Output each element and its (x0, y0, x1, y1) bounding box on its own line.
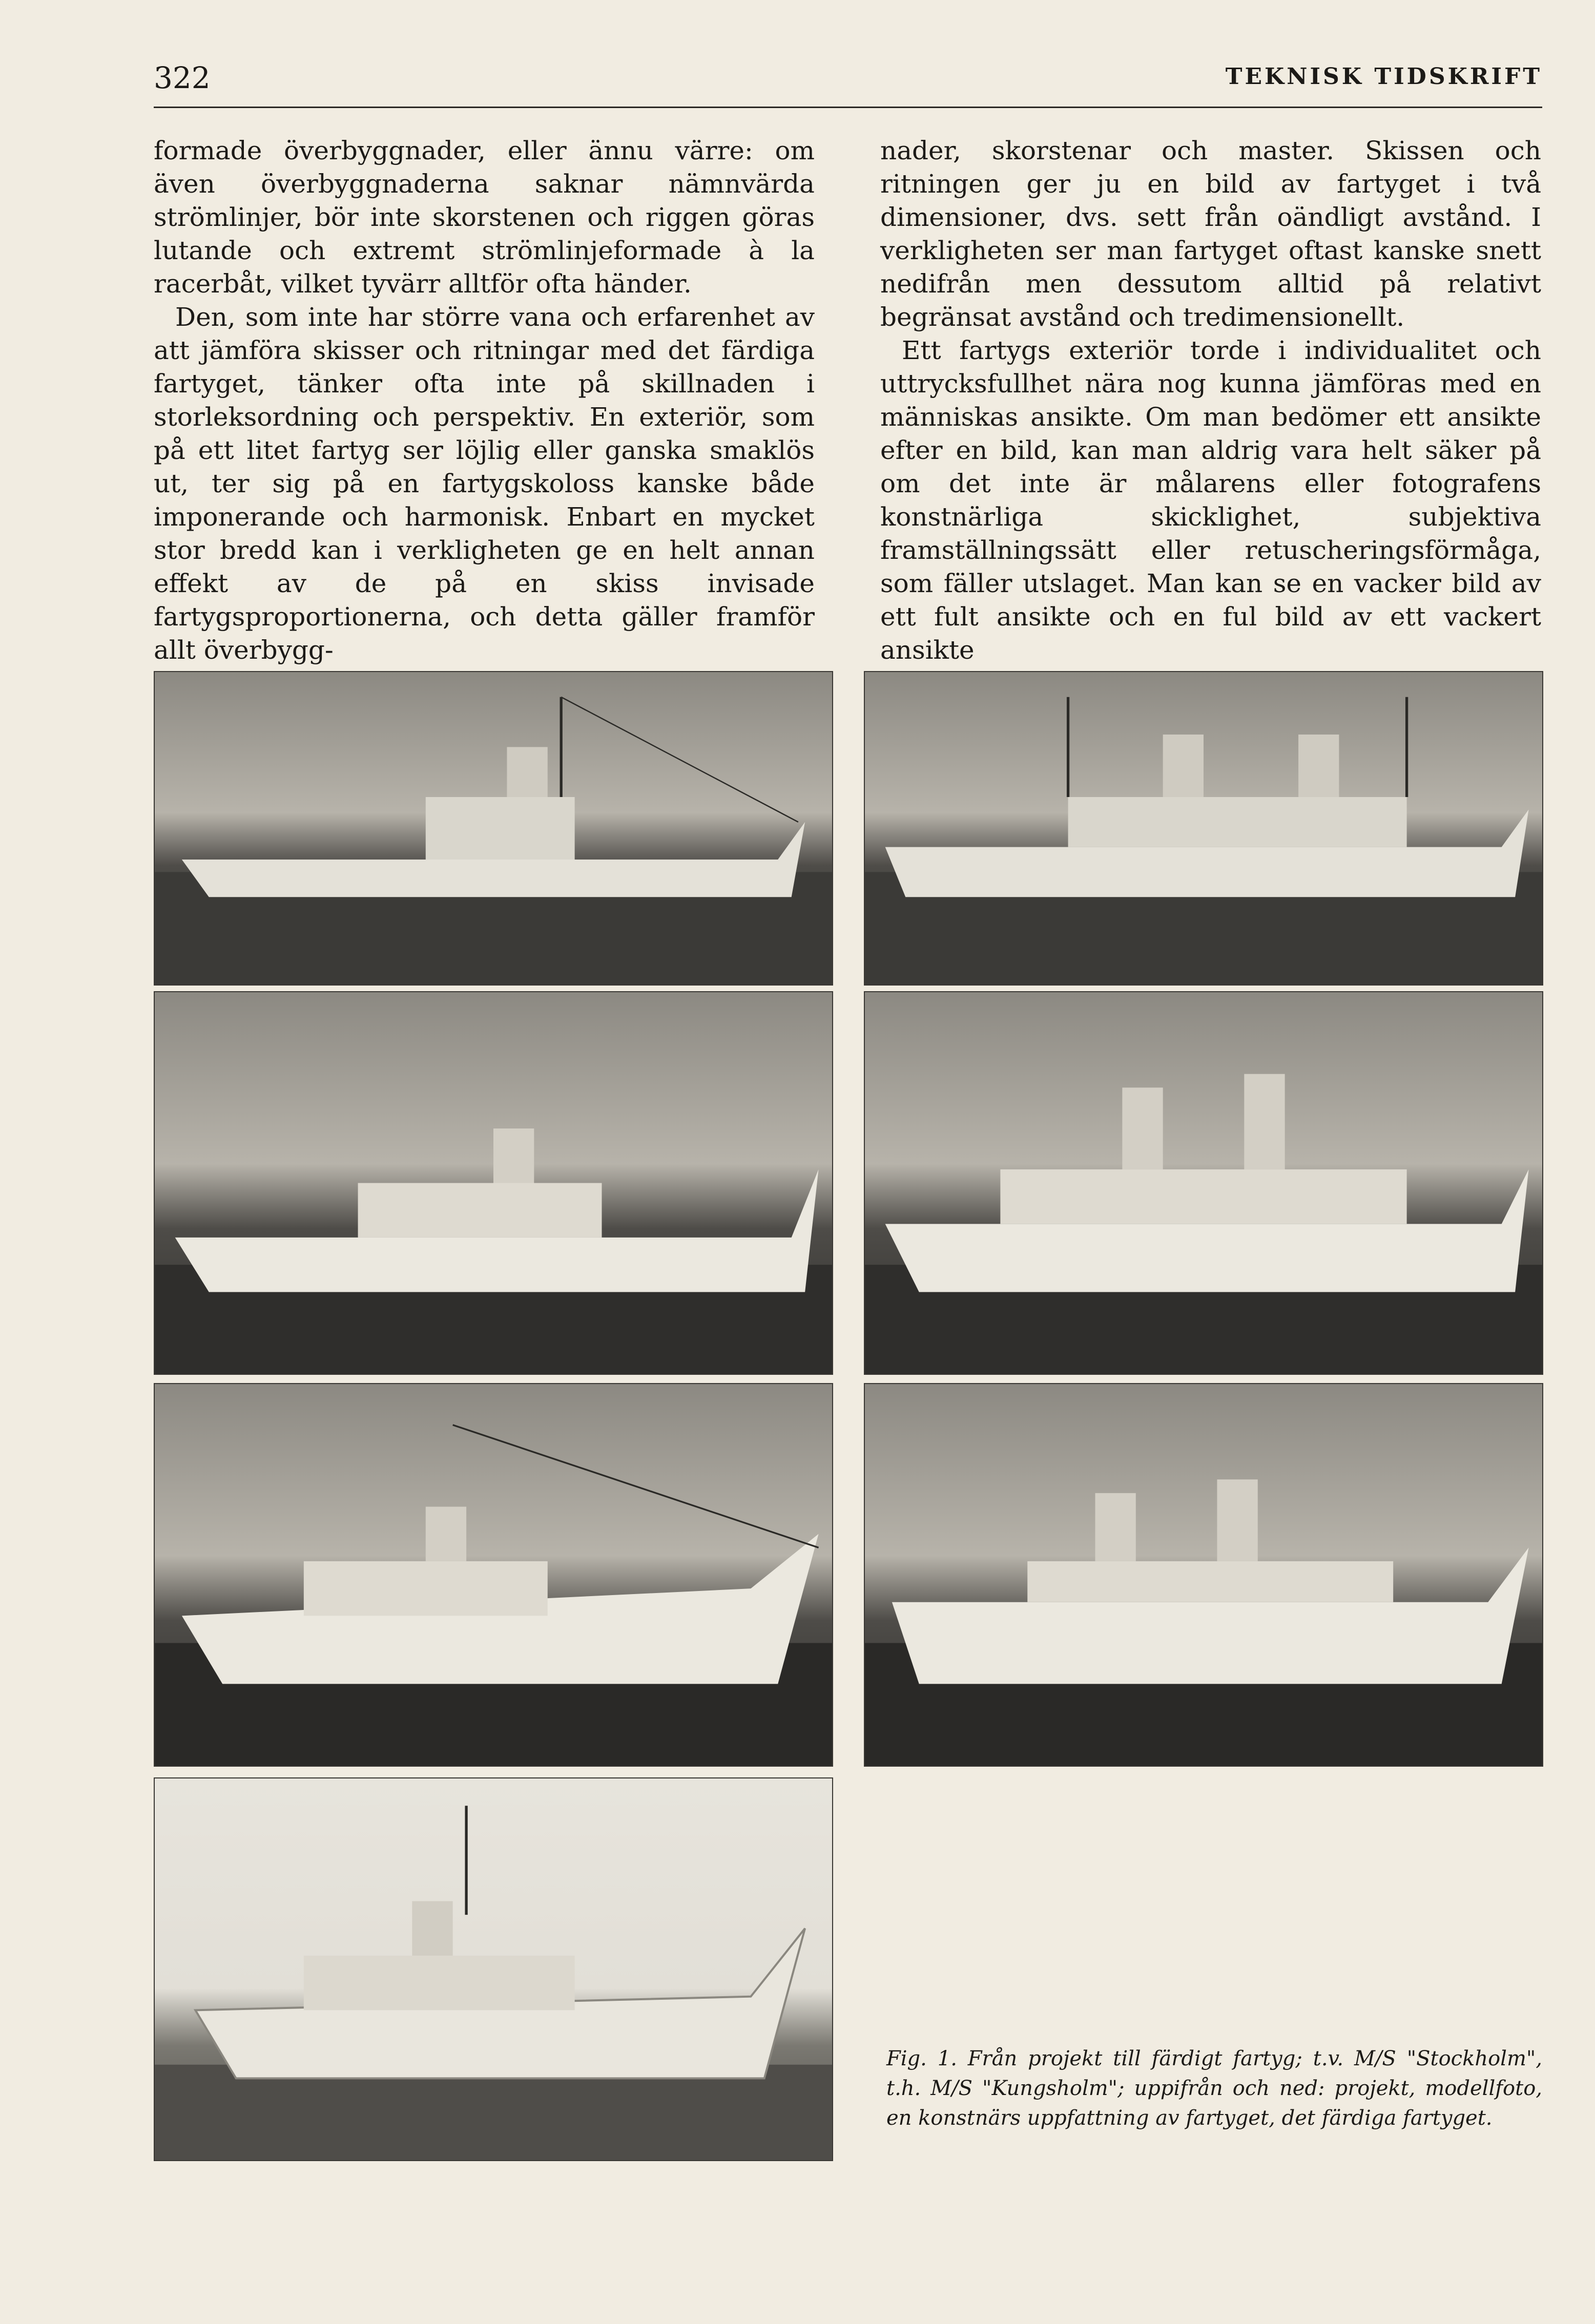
journal-title: TEKNISK TIDSKRIFT (1225, 64, 1542, 90)
ship-image-stockholm-painting (154, 1383, 833, 1767)
left-paragraph-1: formade överbyggnader, eller ännu värre: om även överbyggnaderna saknar nämnvärda strömlinjer, bör inte skorstenen och riggen göras lutande och extremt strömlinjeformade à la racerbåt, vilket tyvärr alltför ofta händer. (154, 136, 815, 299)
ship-image-kungsholm-painting (864, 1383, 1543, 1767)
ship-image-stockholm-model (154, 991, 833, 1375)
figure-caption: Fig. 1. Från projekt till färdigt fartyg; t.v. M/S "Stockholm", t.h. M/S "Kungsholm"; uppifrån och ned: projekt, modellfoto, en konstnärs uppfattning av fartyget, det färdiga fartyget. (886, 2047, 1542, 2130)
ship-image-kungsholm-model (864, 991, 1543, 1375)
ship-image-kungsholm-project (864, 671, 1543, 986)
left-text-column (154, 134, 815, 667)
right-paragraph-2: Ett fartygs exteriör torde i individualitet och uttrycksfullhet nära nog kunna jämföras med en människas ansikte. Om man bedömer ett ansikte efter en bild, kan man aldrig vara helt säker på om det inte är målarens eller fotografens konstnärliga skicklighet, subjektiva framställningssätt eller retuscheringsförmåga, som fäller utslaget. Man kan se en vacker bild av ett fult ansikte och en ful bild av ett vackert ansikte (880, 336, 1541, 665)
page-number: 322 (154, 60, 211, 95)
right-text-column (880, 134, 1541, 667)
ship-image-stockholm-completed (154, 1777, 833, 2161)
left-paragraph-2: Den, som inte har större vana och erfarenhet av att jämföra skisser och ritningar med det färdiga fartyget, tänker ofta inte på skillnaden i storleksordning och perspektiv. En exteriör, som på ett litet fartyg ser löjlig eller ganska smaklös ut, ter sig på en fartygskoloss kanske både imponerande och harmonisk. Enbart en mycket stor bredd kan i verkligheten ge en helt annan effekt av de på en skiss invisade fartygsproportionerna, och detta gäller framför allt överbygg- (154, 302, 815, 665)
ship-image-stockholm-project (154, 671, 833, 986)
page-header (154, 60, 1542, 108)
right-paragraph-1: nader, skorstenar och master. Skissen och ritningen ger ju en bild av fartyget i två dimensioner, dvs. sett från oändligt avstånd. I verkligheten ser man fartyget oftast kanske snett nedifrån men dessutom alltid på relativt begränsat avstånd och tredimensionellt. (880, 136, 1541, 332)
